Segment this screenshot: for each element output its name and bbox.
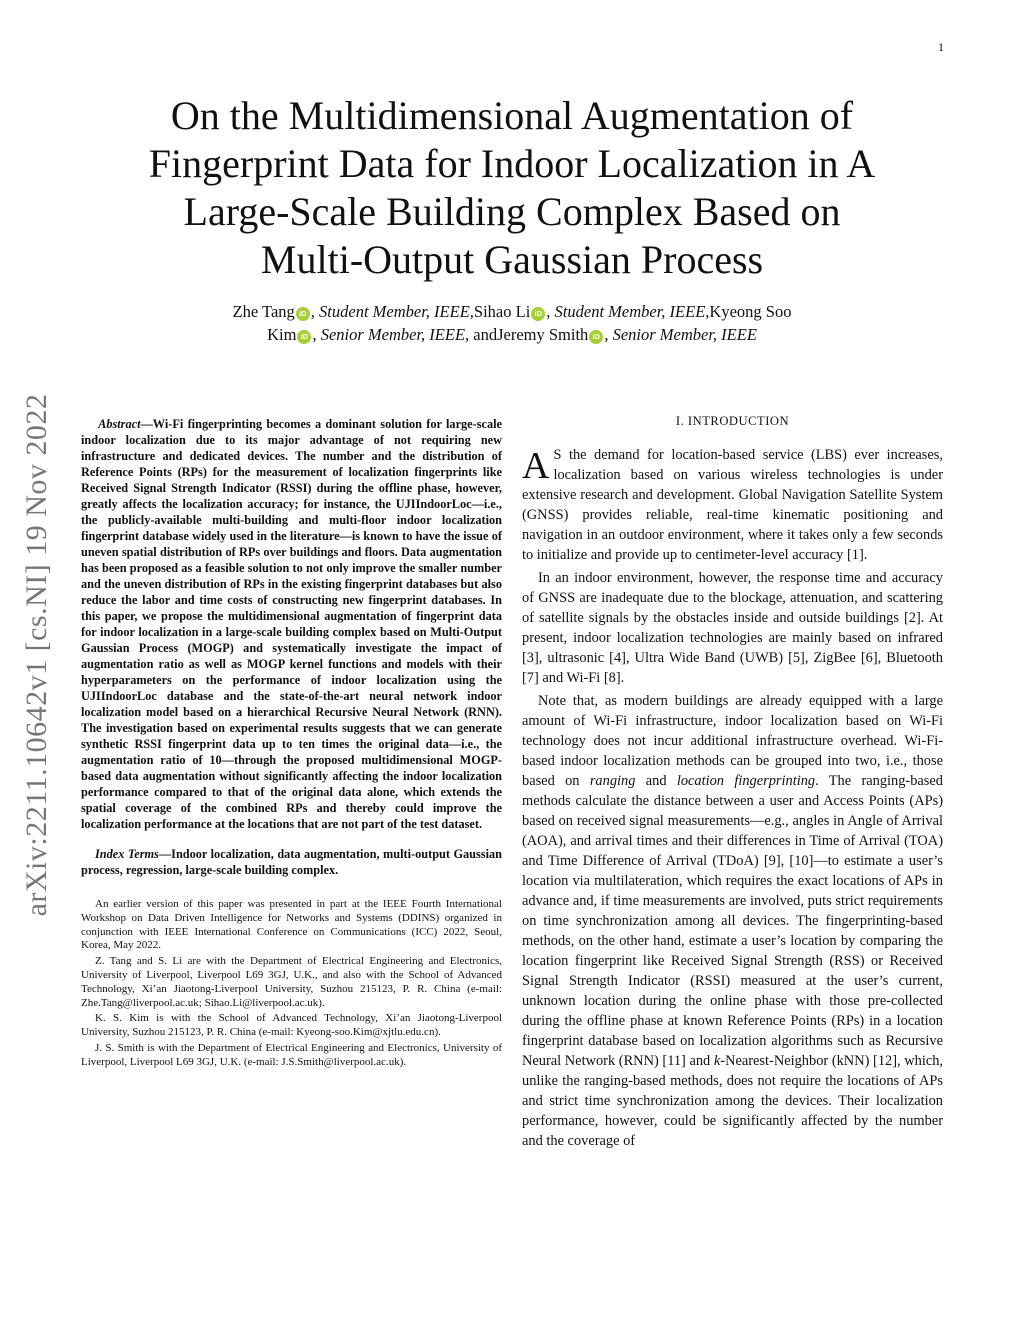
author-role: , Senior Member, IEEE,: [312, 325, 470, 344]
author-name: Sihao Li: [473, 302, 531, 321]
section-title-initial: I: [687, 414, 693, 428]
intro-paragraph: [522, 445, 943, 565]
author-name: Kim: [267, 325, 297, 344]
emphasis-location-fingerprinting: location fingerprinting: [676, 773, 816, 789]
index-terms-text: —Indoor localization, data augmentation, multi-output Gaussian process, regression, large-scale building complex.: [81, 847, 503, 877]
paragraph-text: and: [635, 773, 677, 789]
footnote: An earlier version of this paper was presented in part at the IEEE Fourth International Workshop on Data Driven Intelligence for Networks and Systems (DDINS) organized in conjunction with IEEE International Conference on Communications (ICC) 2022, Seoul, Korea, May 2022.: [81, 898, 502, 952]
section-heading: [522, 414, 943, 429]
footnote: K. S. Kim is with the School of Advanced Technology, Xi’an Jiaotong-Liverpool University, Suzhou 215123, P. R. China (e-mail: Kyeong-soo.Kim@xjtlu.edu.cn).: [81, 1012, 502, 1039]
left-column: [81, 416, 502, 1072]
footnotes: [81, 898, 502, 1070]
footnote: Z. Tang and S. Li are with the Department of Electrical Engineering and Electronics, University of Liverpool, Liverpool L69 3GJ, U.K., and also with the School of Advanced Technology, Xi’an Jiaotong-Liverpool University, Suzhou 215123, P. R. China (e-mail: Zhe.Tang@liverpool.ac.uk; Sihao.Li@liverpool.ac.uk).: [81, 955, 502, 1009]
author-role: , Student Member, IEEE,: [310, 302, 474, 321]
paragraph-text: Note that, as modern buildings are already equipped with a large amount of Wi-Fi infrastructure, indoor localization based on Wi-Fi technology does not incur additional infrastructure overhead. Wi-Fi-based indoor localization methods can be grouped into two, i.e., those based on: [522, 693, 943, 789]
author-name: Zhe Tang: [232, 302, 295, 321]
author-role: , Student Member, IEEE,: [546, 302, 710, 321]
paragraph-text: S the demand for location-based service (LBS) ever increases, localization based on various wireless technologies is under extensive research and development. Global Navigation Satellite System (GNSS) provides reliable, real-time kinematic positioning and navigation in an outdoor environment, where it takes only a few seconds to initialize and provide up to centimeter-level accuracy [1].: [522, 447, 943, 563]
abstract-text: —Wi-Fi fingerprinting becomes a dominant solution for large-scale indoor localization due to its major advantage of not requiring new infrastructure and dedicated devices. The number and the distribution of Reference Points (RPs) for the measurement of localization fingerprints like Received Signal Strength Indicator (RSSI) during the offline phase, however, greatly affects the localization accuracy; for instance, the UJIIndoorLoc—i.e., the publicly-available multi-building and multi-floor indoor localization fingerprint database widely used in the literature—is known to have the issue of uneven spatial distribution of RPs over buildings and floors. Data augmentation has been proposed as a feasible solution to not only improve the smaller number and the uneven distribution of RPs in the existing fingerprint databases but also reduce the labor and time costs of constructing new fingerprint databases. In this paper, we propose the multidimensional augmentation of fingerprint data for indoor localization in a large-scale building complex based on Multi-Output Gaussian Process (MOGP) and systematically investigate the impact of augmentation ratio as well as MOGP kernel functions and models with their hyperparameters on the performance of indoor localization using the UJIIndoorLoc database and the state-of-the-art neural network indoor localization model based on a hierarchical Recursive Neural Network (RNN). The investigation based on experimental results suggests that we can generate synthetic RSSI fingerprint data up to ten times the original data—i.e., the augmentation ratio of 10—through the proposed multidimensional MOGP-based data augmentation without significantly affecting the indoor localization performance compared to that of the original data alone, which extends the spatial coverage of the combined RPs and thereby could improve the localization performance at the locations that are not part of the test dataset.: [81, 417, 503, 831]
section-title-rest: NTRODUCTION: [692, 414, 790, 428]
paragraph-text: . The ranging-based methods calculate the distance between a user and Access Points (APs) based on received signal measurements—e.g., angles in Angle of Arrival (AOA), and arrival times and their differences in Time of Arrival (TOA) and Time Difference of Arrival (TDoA) [9], [10]—to estimate a user’s location via multilateration, which requires the exact locations of APs in advance and, if time measurements are involved, puts strict requirements on time synchronization among all devices. The fingerprinting-based methods, on the other hand, estimate a user’s location by comparing the location fingerprint like Received Signal Strength (RSS) or Received Signal Strength Indicator (RSSI) measured at the user’s current, unknown location during the online phase with those pre-collected during the offline phase at known Reference Points (RPs) in a location fingerprint database based on localization algorithms such as Recursive Neural Network (RNN) [11] and: [522, 773, 943, 1069]
author-role: , Senior Member, IEEE: [604, 325, 757, 344]
title-line: Fingerprint Data for Indoor Localization in A: [148, 141, 876, 186]
author-block: [100, 300, 924, 346]
arxiv-id: arXiv:2211.10642v1 [cs.NI] 19 Nov 2022: [20, 393, 53, 917]
index-terms: [81, 846, 502, 878]
right-column: [522, 414, 943, 1154]
orcid-icon[interactable]: iD: [297, 330, 311, 344]
title-line: Multi-Output Gaussian Process: [260, 237, 764, 282]
title-line: On the Multidimensional Augmentation of: [170, 93, 854, 138]
drop-cap: A: [522, 445, 550, 487]
section-number: I.: [675, 414, 685, 428]
index-terms-label: Index Terms: [95, 847, 159, 861]
emphasis-k: k: [713, 1053, 721, 1069]
abstract: [81, 416, 502, 832]
paragraph-text: -Nearest-Neighbor (kNN) [12], which, unlike the ranging-based methods, does not require the locations of APs and strict time synchronization among the devices. Their localization performance, however, could be significantly affected by the number and the coverage of: [522, 1053, 944, 1149]
footnote: J. S. Smith is with the Department of Electrical Engineering and Electronics, University of Liverpool, Liverpool L69 3GJ, U.K. (e-mail: J.S.Smith@liverpool.ac.uk).: [81, 1041, 502, 1068]
orcid-icon[interactable]: iD: [296, 307, 310, 321]
abstract-label: Abstract: [98, 417, 141, 431]
intro-paragraph: In an indoor environment, however, the response time and accuracy of GNSS are inadequate due to the blockage, attenuation, and scattering of satellite signals by the obstacles inside and outside buildings [2]. At present, indoor localization technologies are mainly based on infrared [3], ultrasonic [4], Ultra Wide Band (UWB) [5], ZigBee [6], Bluetooth [7] and Wi-Fi [8].: [522, 570, 943, 686]
emphasis-ranging: ranging: [589, 773, 636, 789]
title-line: Large-Scale Building Complex Based on: [183, 189, 841, 234]
author-name: Kyeong Soo: [709, 302, 792, 321]
intro-paragraph: [522, 691, 943, 1151]
author-conjunction: and: [469, 325, 498, 344]
orcid-icon[interactable]: iD: [531, 307, 545, 321]
orcid-icon[interactable]: iD: [589, 330, 603, 344]
author-name: Jeremy Smith: [497, 325, 589, 344]
arxiv-watermark: [12, 360, 62, 950]
page-number: 1: [938, 40, 944, 54]
paper-title: [100, 92, 924, 284]
